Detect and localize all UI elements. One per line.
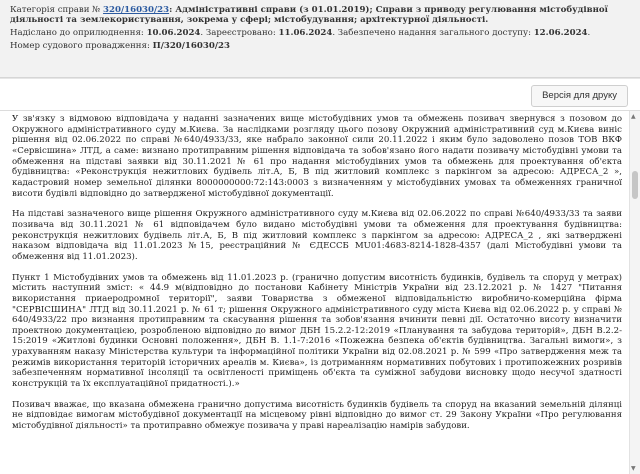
scroll-up-arrow-icon[interactable]: ▲ [631, 113, 636, 120]
document-body [0, 111, 628, 474]
divider [0, 78, 640, 79]
case-metadata-panel [0, 0, 640, 78]
case-number-link[interactable]: 320/16030/23 [103, 5, 170, 15]
document-paragraph: Пункт 1 Містобудівних умов та обмежень від 11.01.2023 р. (гранично допустим висотність будинків, будівель та споруд у метрах) містить наступний зміст: « 44.9 м(відповідно до постанови Кабінету Міністрів України від 23.12.2021 р. № 1427 "Питання використання приаеродромної території", заяви Товариства з обмеженої відповідальністю виробничо-комерційна фірма "СЕРВІСШИНА" ЛТД від 30.11.2021 р. № 61 т; рішення Окружного адміністративного суду міста Києва від 02.06.2022 р. у справі № 640/4933/22 про визнання протиправним та скасування рішення та зобов'язання вчинити певні дії. Остаточно висоту визначити проектною документацією, розробленою відповідно до вимог ДБН 15.2.2-12:2019 «Планування та забудова територій», ДБН В.2.2-15:2019 «Житлові будинки Основні положення», ДБН В. 1.1-7:2016 «Пожежна безпека об'єктів будівництва. Загальні вимоги», з урахуванням наказу Міністерства культури та інформаційної політики України від 02.08.2021 р. № 599 «Про затвердження меж та режимів використання територій історичних ареалів м. Києва», із дотриманням нормативних побутових і протипожежних розривів забезпеченням нормативної інсоляції та освітленості приміщень об'єкта та суміжної забудови висновку щодо несучої здатності конструкцій та їх експлуатаційної придатності.).» [12, 272, 622, 390]
category-label: Категорія справи № [10, 5, 101, 15]
document-paragraph: Позивач вважає, що вказана обмежена гранично допустима висотність будинків будівель та споруд на вказаний земельній ділянці не відповідає вимогам містобудівної документації на місцевому рівні відповідно до вимог ст. 29 Закону України «Про регулювання містобудівної діяльності» та протиправно обмежує позивача у праві нареалізацію намірів забудови. [12, 399, 622, 432]
sent-date: 10.06.2024 [146, 28, 201, 39]
category-text: : Адміністративні справи (з 01.01.2019); Справи з приводу регулювання містобудівної діяльності та землекористування, зокрема у сфері; містобудування; архітектурної діяльності. [10, 5, 608, 26]
case-category [10, 5, 632, 25]
scrollbar[interactable] [629, 111, 640, 474]
scroll-down-arrow-icon[interactable]: ▼ [631, 465, 636, 472]
access-date: 12.06.2024 [533, 28, 588, 39]
registered-label: Зареєстровано: [205, 28, 276, 39]
registered-date: 11.06.2024 [278, 28, 333, 39]
proceeding-label: Номер судового провадження: [10, 41, 150, 52]
proceeding-number-row [10, 41, 632, 51]
print-toolbar [0, 80, 640, 111]
sent-label: Надіслано до оприлюднення: [10, 28, 144, 39]
proceeding-number: П/320/16030/23 [152, 41, 230, 52]
print-version-button[interactable]: Версія для друку [531, 85, 628, 107]
access-label: Забезпечено надання загального доступу: [337, 28, 531, 39]
publication-dates: Надіслано до оприлюднення: 10.06.2024. Зареєстровано: 11.06.2024. Забезпечено надання загального доступу: 12.06.2024. [10, 28, 591, 39]
scrollbar-thumb[interactable] [632, 171, 638, 199]
document-paragraph: У зв'язку з відмовою відповідача у наданні зазначених вище містобудівних умов та обмежень позивач звернувся з позовом до Окружного адміністративного суду м.Києва. За наслідками розгляду цього позову Окружний адміністративний суд м.Києва виніс рішення від 02.06.2022 по справі №640/4933/33, яке набрало законної сили 20.11.2022 і яким було задоволено позов ТОВ ВКФ «Сервісшина» ЛТД, а саме: визнано протиправним рішення відповідача та зобов'язано його надати позивачу містобудівні умови та обмеження на підставі заявки від 30.11.2021 № 61 про надання містобудівних умов та обмежень для проектування об'єкта будівництва: «Реконструкція нежитлових будівель літ.А, Б, В під житловий комплекс з паркінгом за адресою: АДРЕСА_2 », кадастровий номер земельної ділянки 8000000000:72:143:0003 з визначенням у містобудівних умовах та обмеженнях граничної висоти будівлі відповідно до затвердженої містобудівної документації. [12, 114, 622, 199]
document-paragraph: На підставі зазначеного вище рішення Окружного адміністративного суду м.Києва від 02.06.2022 по справі №640/4933/33 та заяви позивача від 30.11.2021 № 61 відповідачем було видано містобудівні умови та обмеження для проектування будівництва: реконструкція нежитлових будівель літ.А, Б, В під житловий комплекс з паркінгом за адресою: АДРЕСА_2 , які затверджені наказом відповідача від 11.01.2023 №15, реєстраційний № ЄДЕССБ MU01:4683-8214-1828-4357 (далі Містобудівні умови та обмеження від 11.01.2023). [12, 209, 622, 262]
